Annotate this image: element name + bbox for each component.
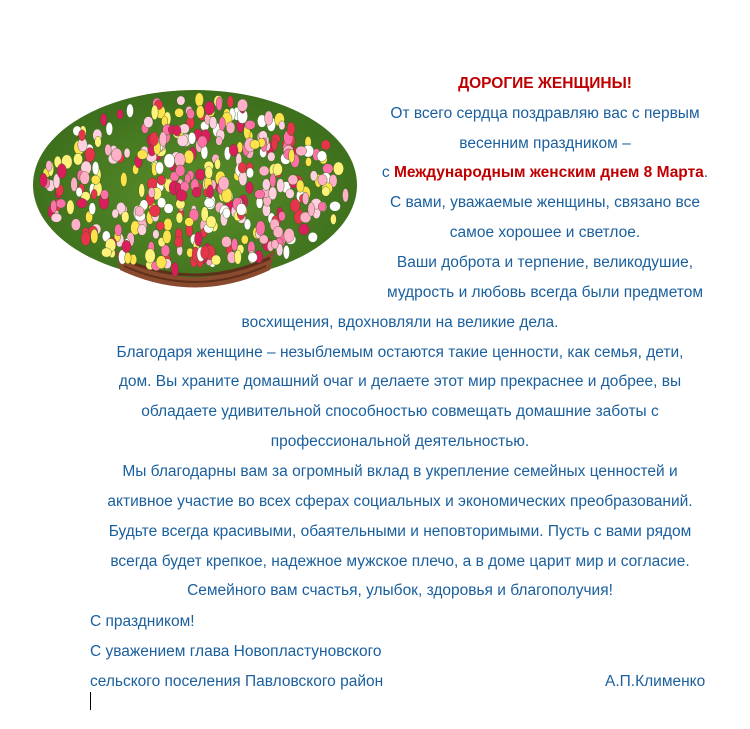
text-line-17: Семейного вам счастья, улыбок, здоровья и благополучия! bbox=[187, 582, 613, 599]
text-line-2: весенним праздником – bbox=[459, 135, 631, 152]
text-line-12: профессиональной деятельностью. bbox=[270, 433, 530, 450]
text-line-11: обладаете удивительной способностью совмещать домашние заботы с bbox=[141, 403, 659, 420]
tulip-basket-image bbox=[30, 80, 360, 295]
text-line-6: Ваши доброта и терпение, великодушие, bbox=[396, 254, 694, 271]
text-line-7: мудрость и любовь всегда были предметом bbox=[386, 284, 704, 301]
text-line-14: активное участие во всех сферах социальных и экономических преобразований. bbox=[107, 493, 693, 510]
signature-name: А.П.Клименко bbox=[605, 673, 706, 690]
holiday-name: Международным женским днем 8 Марта bbox=[393, 164, 704, 181]
text-line-3-pre: с bbox=[381, 164, 394, 181]
signature-line-2: сельского поселения Павловского район bbox=[90, 673, 384, 690]
closing-line: С праздником! bbox=[90, 613, 195, 630]
signature-line-1: С уважением глава Новопластуновского bbox=[90, 643, 382, 660]
text-line-1: От всего сердца поздравляю вас с первым bbox=[390, 105, 700, 122]
text-line-5: самое хорошее и светлое. bbox=[449, 224, 641, 241]
text-line-4: С вами, уважаемые женщины, связано все bbox=[390, 194, 700, 211]
text-line-15: Будьте всегда красивыми, обаятельными и неповторимыми. Пусть с вами рядом bbox=[108, 523, 692, 540]
text-line-9: Благодаря женщине – незыблемым остаются такие ценности, как семья, дети, bbox=[116, 344, 684, 361]
text-line-3-post: . bbox=[703, 164, 709, 181]
text-line-3 bbox=[355, 163, 735, 183]
text-line-13: Мы благодарны вам за огромный вклад в укрепление семейных ценностей и bbox=[122, 463, 678, 480]
text-line-16: всегда будет крепкое, надежное мужское плечо, а в доме царит мир и согласие. bbox=[110, 553, 690, 570]
text-line-8: восхищения, вдохновляли на великие дела. bbox=[241, 314, 559, 331]
greeting-heading: ДОРОГИЕ ЖЕНЩИНЫ! bbox=[458, 75, 632, 92]
text-cursor bbox=[90, 692, 91, 710]
text-line-10: дом. Вы храните домашний очаг и делаете этот мир прекраснее и добрее, вы bbox=[118, 373, 682, 390]
